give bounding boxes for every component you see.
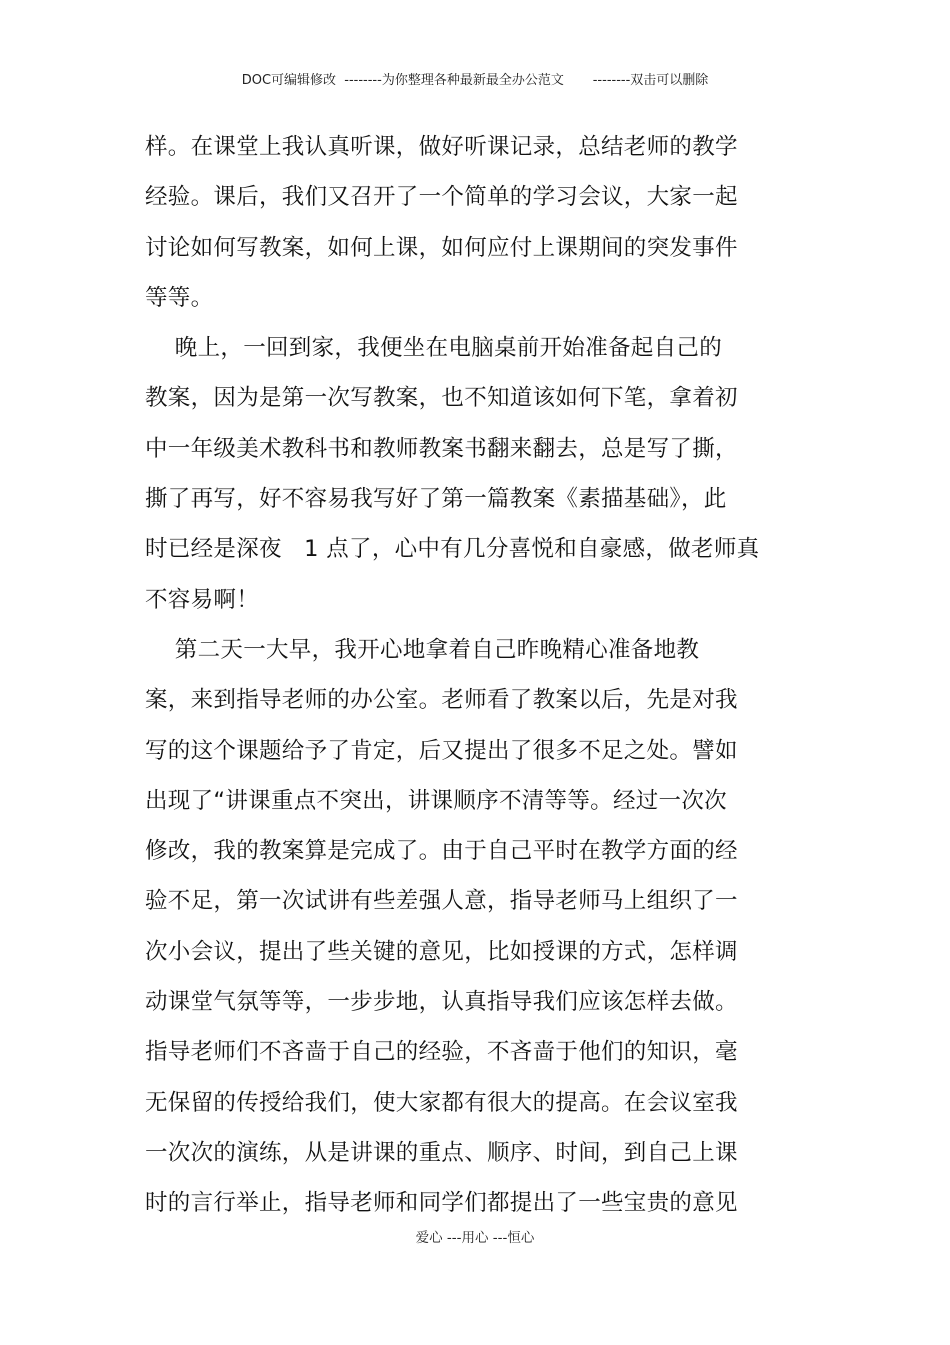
text-line: 中一年级美术教科书和教师教案书翻来翻去，总是写了撕， — [145, 435, 738, 462]
text-line: 动课堂气氛等等，一步步地，认真指导我们应该怎样去做。 — [145, 989, 738, 1016]
text-line: 次小会议，提出了些关键的意见，比如授课的方式，怎样调 — [145, 938, 738, 965]
text-line: 无保留的传授给我们，使大家都有很大的提高。在会议室我 — [145, 1089, 738, 1116]
text-line: 教案，因为是第一次写教案，也不知道该如何下笔，拿着初 — [145, 385, 738, 412]
page-footer: 爱心 ---用心 ---恒心 — [415, 1230, 535, 1246]
text-line: 经验。课后，我们又召开了一个简单的学习会议，大家一起 — [145, 184, 738, 211]
text-line: 时的言行举止，指导老师和同学们都提出了一些宝贵的意见 — [145, 1190, 738, 1217]
text-line: 一次次的演练，从是讲课的重点、顺序、时间，到自己上课 — [145, 1139, 738, 1166]
text-line: 修改，我的教案算是完成了。由于自己平时在教学方面的经 — [145, 838, 738, 865]
text-line: 指导老师们不吝啬于自己的经验，不吝啬于他们的知识，毫 — [145, 1039, 738, 1066]
text-line: 写的这个课题给予了肯定，后又提出了很多不足之处。譬如 — [145, 737, 738, 764]
text-line: 出现了“讲课重点不突出，讲课顺序不清等等。经过一次次 — [145, 787, 727, 814]
page-header: DOC可编辑修改 --------为你整理各种最新最全办公范文 --------双击可以删除 — [241, 73, 709, 88]
text-line: 时已经是深夜 1 点了，心中有几分喜悦和自豪感，做老师真 — [145, 536, 760, 563]
text-line: 验不足，第一次试讲有些差强人意，指导老师马上组织了一 — [145, 888, 738, 915]
text-line: 撕了再写，好不容易我写好了第一篇教案《素描基础》，此 — [145, 486, 727, 513]
text-line: 案，来到指导老师的办公室。老师看了教案以后，先是对我 — [145, 687, 738, 714]
text-line: 等等。 — [145, 284, 214, 311]
document-body — [145, 122, 775, 1229]
text-line: 样。在课堂上我认真听课，做好听课记录，总结老师的教学 — [145, 134, 738, 160]
text-line: 第二天一大早，我开心地拿着自己昨晚精心准备地教 — [145, 636, 700, 663]
text-line: 不容易啊！ — [145, 586, 260, 613]
text-line: 晚上，一回到家，我便坐在电脑桌前开始准备起自己的 — [145, 335, 723, 362]
text-line: 讨论如何写教案，如何上课，如何应付上课期间的突发事件 — [145, 234, 738, 261]
